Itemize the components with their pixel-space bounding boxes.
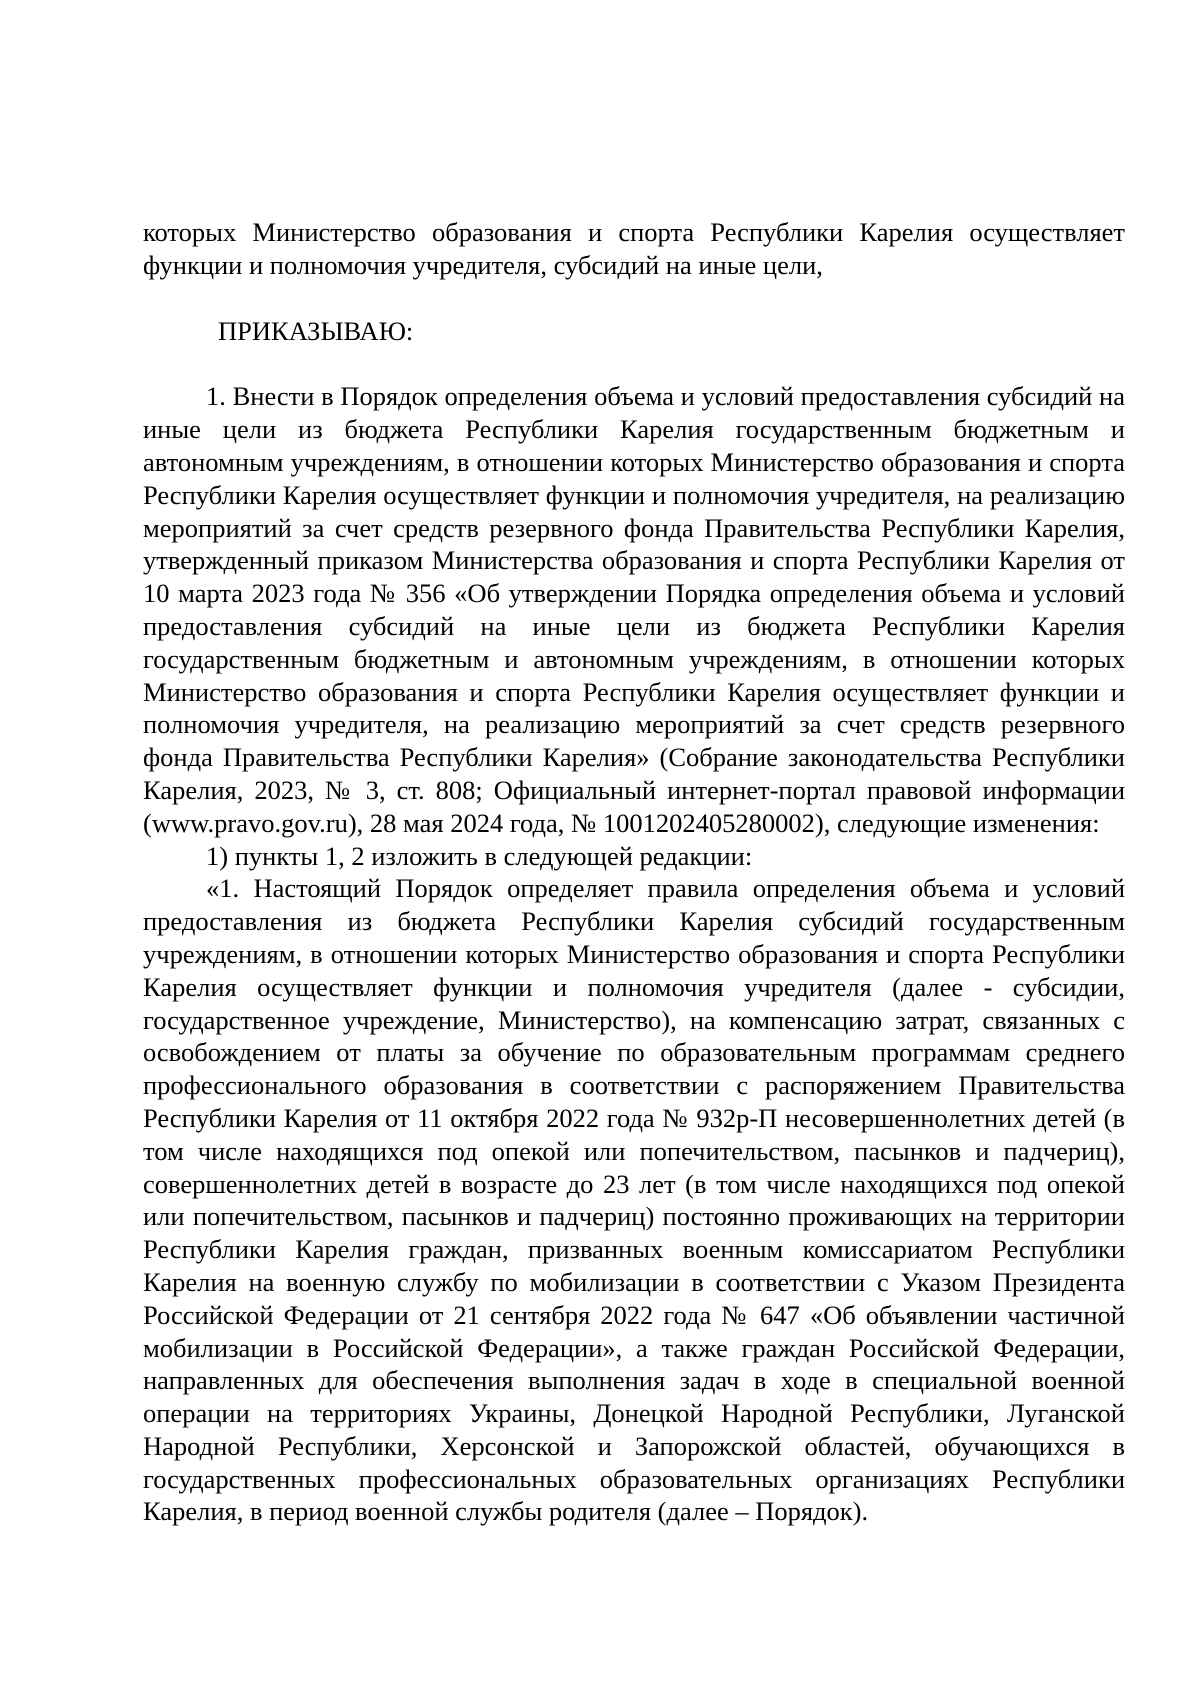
- document-body: [143, 216, 1125, 1528]
- order-heading: ПРИКАЗЫВАЮ:: [218, 315, 414, 346]
- intro-paragraph: которых Министерство образования и спорта Республики Карелия осуществляет функции и полномочия учредителя, субсидий на иные цели,: [143, 217, 1125, 280]
- section-spacer: [143, 347, 1125, 380]
- item-1-paragraph: 1. Внести в Порядок определения объема и условий предоставления субсидий на иные цели из бюджета Республики Карелия государственным бюджетным и автономным учреждениям, в отношении которых Министерство образования и спорта Республики Карелия осуществляет функции и полномочия учредителя, на реализацию мероприятий за счет средств резервного фонда Правительства Республики Карелия, утвержденный приказом Министерства образования и спорта Республики Карелия от 10 марта 2023 года № 356 «Об утверждении Порядка определения объема и условий предоставления субсидий на иные цели из бюджета Республики Карелия государственным бюджетным и автономным учреждениям, в отношении которых Министерство образования и спорта Республики Карелия осуществляет функции и полномочия учредителя, на реализацию мероприятий за счет средств резервного фонда Правительства Республики Карелия» (Собрание законодательства Республики Карелия, 2023, № 3, ст. 808; Официальный интернет-портал правовой информации (www.pravo.gov.ru), 28 мая 2024 года, № 1001202405280002), следующие изменения:: [143, 381, 1125, 838]
- subitem-1-paragraph: 1) пункты 1, 2 изложить в следующей редакции:: [206, 840, 753, 871]
- quoted-point-1-paragraph: «1. Настоящий Порядок определяет правила определения объема и условий предоставления из бюджета Республики Карелия субсидий государственным учреждениям, в отношении которых Министерство образования и спорта Республики Карелия осуществляет функции и полномочия учредителя (далее - субсидии, государственное учреждение, Министерство), на компенсацию затрат, связанных с освобождением от платы за обучение по образовательным программам среднего профессионального образования в соответствии с распоряжением Правительства Республики Карелия от 11 октября 2022 года № 932р-П несовершеннолетних детей (в том числе находящихся под опекой или попечительством, пасынков и падчериц), совершеннолетних детей в возрасте до 23 лет (в том числе находящихся под опекой или попечительством, пасынков и падчериц) постоянно проживающих на территории Республики Карелия граждан, призванных военным комиссариатом Республики Карелия на военную службу по мобилизации в соответствии с Указом Президента Российской Федерации от 21 сентября 2022 года № 647 «Об объявлении частичной мобилизации в Российской Федерации», а также граждан Российской Федерации, направленных для обеспечения выполнения задач в ходе в специальной военной операции на территориях Украины, Донецкой Народной Республики, Луганской Народной Республики, Херсонской и Запорожской областей, обучающихся в государственных профессиональных образовательных организациях Республики Карелия, в период военной службы родителя (далее – Порядок).: [143, 873, 1125, 1527]
